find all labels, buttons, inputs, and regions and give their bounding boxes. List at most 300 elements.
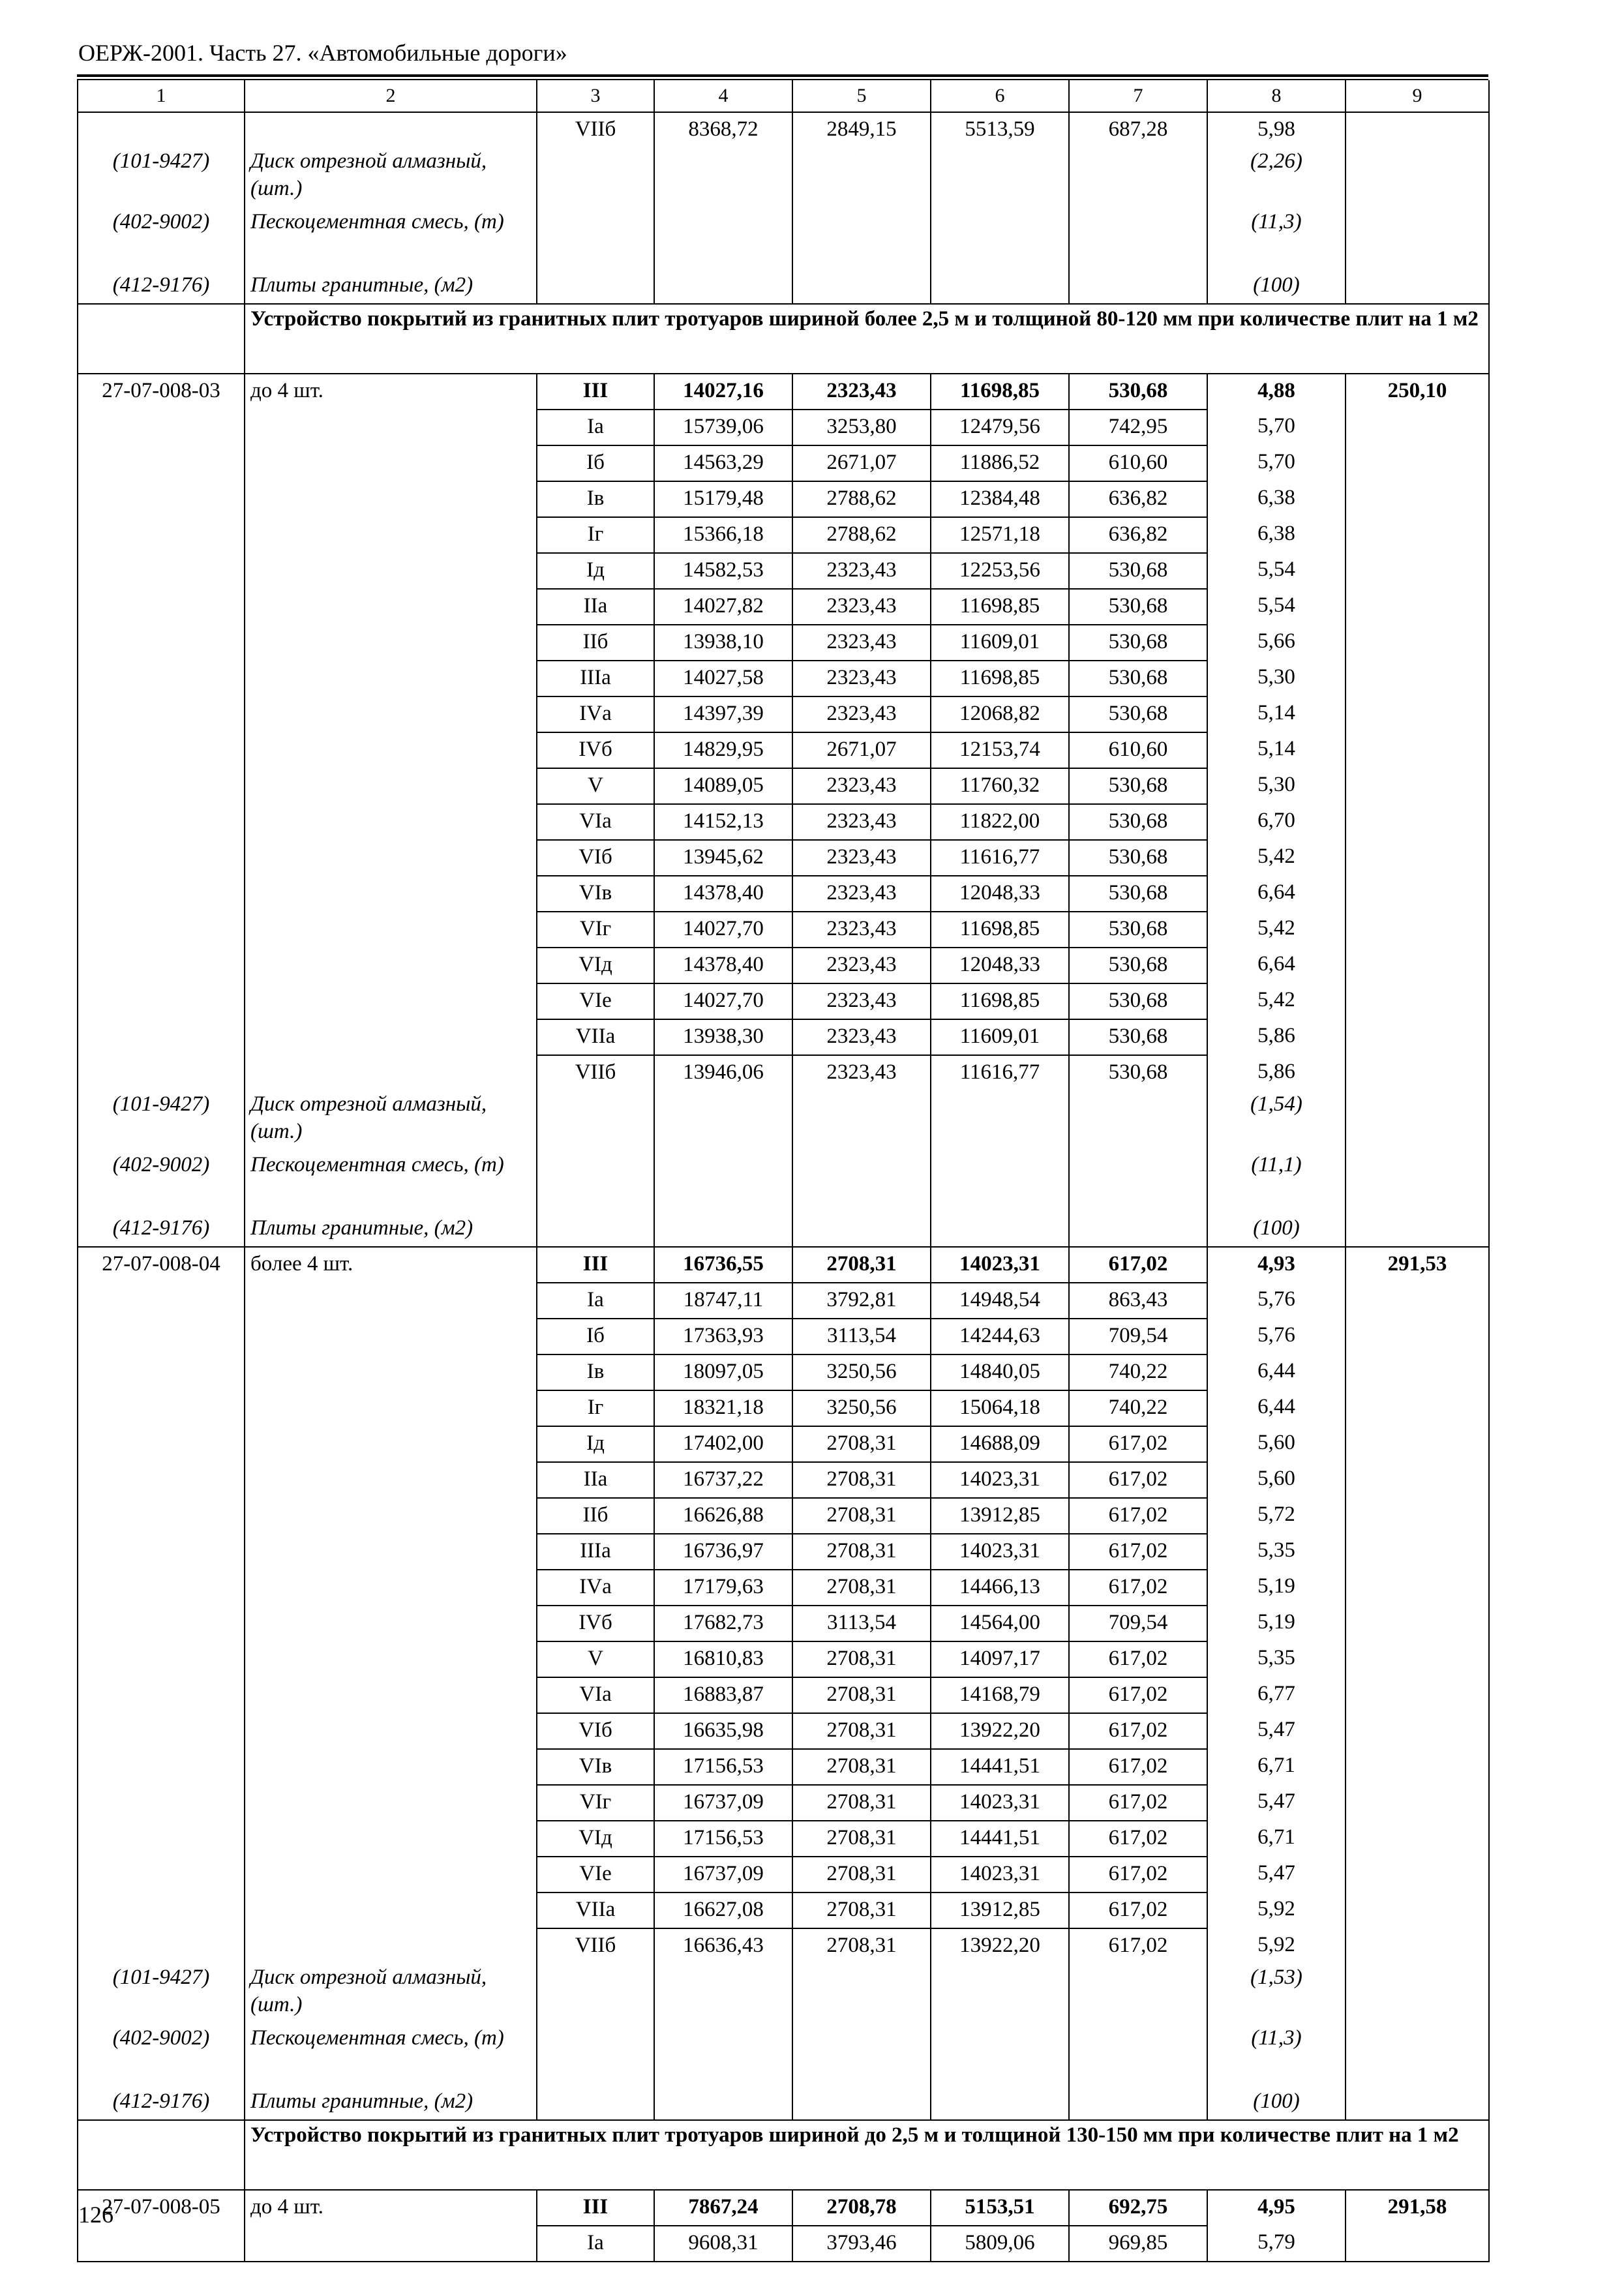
cell-c7: 709,54 — [1069, 1319, 1207, 1354]
cell-c9 — [1346, 1677, 1489, 1713]
cell-c5: 2708,31 — [792, 1462, 931, 1498]
cell-c9 — [1346, 1354, 1489, 1390]
cell-c4: 14829,95 — [654, 732, 792, 768]
cell-c4: 14563,29 — [654, 445, 792, 481]
cell-c9 — [1346, 876, 1489, 912]
cell-c6: 13922,20 — [931, 1713, 1069, 1749]
cell-c2 — [245, 876, 537, 912]
cell-c4: 16810,83 — [654, 1641, 792, 1677]
cell-c3: V — [537, 1641, 654, 1677]
region-row — [78, 589, 1489, 625]
cell-c1: 27-07-008-03 — [78, 374, 245, 410]
cell-c5: 3793,46 — [792, 2226, 931, 2262]
material-row — [78, 1151, 1489, 1212]
cell-c2: Диск отрезной алмазный, (шт.) — [245, 147, 537, 208]
region-row — [78, 912, 1489, 948]
cell-c9 — [1346, 2085, 1489, 2120]
region-row — [78, 1498, 1489, 1534]
cell-c5: 3253,80 — [792, 410, 931, 445]
cell-c3: VIг — [537, 1785, 654, 1821]
cell-c7: 617,02 — [1069, 1498, 1207, 1534]
cell-c7: 530,68 — [1069, 912, 1207, 948]
cell-c5 — [792, 269, 931, 304]
cell-c2 — [245, 445, 537, 481]
cell-c9 — [1346, 1498, 1489, 1534]
cell-c7: 530,68 — [1069, 553, 1207, 589]
cell-c5: 2323,43 — [792, 696, 931, 732]
cell-c3: Iд — [537, 1426, 654, 1462]
cell-c7 — [1069, 1151, 1207, 1212]
column-number: 8 — [1207, 80, 1346, 112]
material-row — [78, 1964, 1489, 2024]
cell-c9 — [1346, 1390, 1489, 1426]
cell-c4: 14397,39 — [654, 696, 792, 732]
cell-c1 — [78, 983, 245, 1019]
cell-c3: Iа — [537, 1283, 654, 1319]
cell-c7: 530,68 — [1069, 804, 1207, 840]
cell-c3: IIIа — [537, 1534, 654, 1570]
cell-c5: 2708,31 — [792, 1426, 931, 1462]
cell-c8: 5,98 — [1207, 112, 1346, 147]
cell-c8: 5,92 — [1207, 1893, 1346, 1928]
cell-c8: 6,64 — [1207, 948, 1346, 983]
cell-c5: 2708,31 — [792, 1893, 931, 1928]
cell-c1 — [78, 589, 245, 625]
cell-c8: 6,71 — [1207, 1749, 1346, 1785]
cell-c6 — [931, 269, 1069, 304]
cell-c7 — [1069, 1964, 1207, 2024]
cell-c5 — [792, 1090, 931, 1151]
cell-c5 — [792, 1964, 931, 2024]
cell-c3 — [537, 1151, 654, 1212]
region-row — [78, 625, 1489, 661]
cell-c6: 12384,48 — [931, 481, 1069, 517]
cell-c8: 5,70 — [1207, 410, 1346, 445]
cell-c5 — [792, 2085, 931, 2120]
cell-c4: 17402,00 — [654, 1426, 792, 1462]
cell-c3: Iв — [537, 1354, 654, 1390]
cell-c3: VIв — [537, 876, 654, 912]
cell-c4: 14089,05 — [654, 768, 792, 804]
material-row — [78, 2085, 1489, 2120]
material-row — [78, 269, 1489, 304]
cell-c9 — [1346, 1821, 1489, 1857]
cell-c4: 14027,70 — [654, 983, 792, 1019]
cell-c9 — [1346, 1534, 1489, 1570]
cell-c7 — [1069, 1090, 1207, 1151]
cell-c2 — [245, 2226, 537, 2262]
cell-c9 — [1346, 1964, 1489, 2024]
cell-c6: 12153,74 — [931, 732, 1069, 768]
cell-c9 — [1346, 2226, 1489, 2262]
cell-c2: до 4 шт. — [245, 374, 537, 410]
cell-c8: 5,42 — [1207, 983, 1346, 1019]
cell-c7: 969,85 — [1069, 2226, 1207, 2262]
cell-c9 — [1346, 1928, 1489, 1964]
cell-c8: (1,54) — [1207, 1090, 1346, 1151]
cell-c2 — [245, 1785, 537, 1821]
cell-c8: 6,70 — [1207, 804, 1346, 840]
cell-c3: IIIа — [537, 661, 654, 696]
cell-c4 — [654, 2024, 792, 2085]
cell-c7: 530,68 — [1069, 1019, 1207, 1055]
region-row — [78, 1893, 1489, 1928]
column-number: 5 — [792, 80, 931, 112]
cell-c3: VIб — [537, 840, 654, 876]
cell-c2 — [245, 553, 537, 589]
cell-c8: 6,38 — [1207, 481, 1346, 517]
cell-c4: 16883,87 — [654, 1677, 792, 1713]
cell-c1: (402-9002) — [78, 208, 245, 269]
material-row — [78, 2024, 1489, 2085]
cell-c7: 617,02 — [1069, 1534, 1207, 1570]
region-row — [78, 732, 1489, 768]
cell-c9 — [1346, 1090, 1489, 1151]
column-number: 2 — [245, 80, 537, 112]
cell-c4: 15179,48 — [654, 481, 792, 517]
cell-c2 — [245, 1498, 537, 1534]
cell-c9 — [1346, 696, 1489, 732]
cell-c3 — [537, 1090, 654, 1151]
cell-c1 — [78, 1785, 245, 1821]
cell-c5 — [792, 1212, 931, 1247]
cell-c9 — [1346, 1151, 1489, 1212]
cell-c9 — [1346, 661, 1489, 696]
cell-c3: Iд — [537, 553, 654, 589]
cell-c7: 617,02 — [1069, 1749, 1207, 1785]
cell-c1: 27-07-008-04 — [78, 1247, 245, 1283]
cell-c8: 6,77 — [1207, 1677, 1346, 1713]
cell-c2 — [245, 1534, 537, 1570]
cell-c8: 5,35 — [1207, 1534, 1346, 1570]
region-row — [78, 1055, 1489, 1090]
section-spacer — [78, 304, 245, 374]
cell-c5: 2708,31 — [792, 1785, 931, 1821]
cell-c4: 16737,09 — [654, 1785, 792, 1821]
cell-c8: 5,47 — [1207, 1857, 1346, 1893]
cell-c6: 13912,85 — [931, 1893, 1069, 1928]
region-row — [78, 1821, 1489, 1857]
cell-c9 — [1346, 445, 1489, 481]
cell-c7: 692,75 — [1069, 2190, 1207, 2226]
cell-c7: 617,02 — [1069, 1821, 1207, 1857]
column-number: 9 — [1346, 80, 1489, 112]
cell-c9 — [1346, 589, 1489, 625]
cell-c8: 5,35 — [1207, 1641, 1346, 1677]
rate-row — [78, 1247, 1489, 1283]
cell-c6: 11698,85 — [931, 374, 1069, 410]
cell-c9 — [1346, 1713, 1489, 1749]
cell-c9 — [1346, 840, 1489, 876]
cell-c6: 14948,54 — [931, 1283, 1069, 1319]
cell-c4: 8368,72 — [654, 112, 792, 147]
cell-c6: 13912,85 — [931, 1498, 1069, 1534]
cell-c7: 636,82 — [1069, 517, 1207, 553]
cell-c3: VIIа — [537, 1893, 654, 1928]
cell-c8: 5,76 — [1207, 1283, 1346, 1319]
region-row — [78, 1570, 1489, 1606]
cell-c7: 636,82 — [1069, 481, 1207, 517]
cell-c3: VIIб — [537, 112, 654, 147]
cell-c9 — [1346, 732, 1489, 768]
region-row — [78, 1641, 1489, 1677]
cell-c7: 617,02 — [1069, 1641, 1207, 1677]
cell-c5: 2708,31 — [792, 1677, 931, 1713]
cell-c4: 17682,73 — [654, 1606, 792, 1641]
cell-c3: III — [537, 374, 654, 410]
cell-c4: 15739,06 — [654, 410, 792, 445]
cell-c9 — [1346, 1055, 1489, 1090]
cell-c2 — [245, 1426, 537, 1462]
cell-c1 — [78, 912, 245, 948]
cell-c5: 2708,31 — [792, 1928, 931, 1964]
cell-c6 — [931, 147, 1069, 208]
cell-c9 — [1346, 1641, 1489, 1677]
region-row — [78, 517, 1489, 553]
cell-c3: V — [537, 768, 654, 804]
cell-c5: 2323,43 — [792, 625, 931, 661]
cell-c9 — [1346, 1462, 1489, 1498]
region-row — [78, 1785, 1489, 1821]
region-row — [78, 983, 1489, 1019]
cell-c5: 2323,43 — [792, 983, 931, 1019]
cell-c2: Плиты гранитные, (м2) — [245, 1212, 537, 1247]
cell-c6 — [931, 1090, 1069, 1151]
cell-c9 — [1346, 1426, 1489, 1462]
cell-c8: 5,54 — [1207, 589, 1346, 625]
cell-c5: 2708,78 — [792, 2190, 931, 2226]
cell-c1 — [78, 112, 245, 147]
cell-c9 — [1346, 1857, 1489, 1893]
region-row — [78, 876, 1489, 912]
cell-c3: IIб — [537, 1498, 654, 1534]
cell-c1 — [78, 1893, 245, 1928]
cell-c4: 14378,40 — [654, 876, 792, 912]
cell-c6 — [931, 1964, 1069, 2024]
cell-c7: 530,68 — [1069, 876, 1207, 912]
cell-c7 — [1069, 1212, 1207, 1247]
cell-c7: 530,68 — [1069, 625, 1207, 661]
cell-c1 — [78, 696, 245, 732]
cell-c8: 5,86 — [1207, 1055, 1346, 1090]
cell-c1 — [78, 876, 245, 912]
cell-c7: 610,60 — [1069, 732, 1207, 768]
section-title: Устройство покрытий из гранитных плит тротуаров шириной до 2,5 м и толщиной 130-150 мм при количестве плит на 1 м2 — [245, 2120, 1489, 2190]
cell-c4: 17156,53 — [654, 1821, 792, 1857]
section-title: Устройство покрытий из гранитных плит тротуаров шириной более 2,5 м и толщиной 80-120 мм при количестве плит на 1 м2 — [245, 304, 1489, 374]
cell-c6: 14023,31 — [931, 1785, 1069, 1821]
cell-c6: 11698,85 — [931, 589, 1069, 625]
cell-c6: 14023,31 — [931, 1534, 1069, 1570]
cell-c2 — [245, 481, 537, 517]
cell-c2 — [245, 1390, 537, 1426]
cell-c4: 16737,22 — [654, 1462, 792, 1498]
cell-c3 — [537, 2085, 654, 2120]
cell-c3: VIд — [537, 1821, 654, 1857]
cell-c5: 2323,43 — [792, 1055, 931, 1090]
cell-c6: 14023,31 — [931, 1247, 1069, 1283]
column-number: 4 — [654, 80, 792, 112]
cell-c5: 2708,31 — [792, 1498, 931, 1534]
cell-c7 — [1069, 269, 1207, 304]
region-row — [78, 1928, 1489, 1964]
region-row — [78, 768, 1489, 804]
cell-c9 — [1346, 410, 1489, 445]
cell-c8: (1,53) — [1207, 1964, 1346, 2024]
cell-c4: 16636,43 — [654, 1928, 792, 1964]
cell-c1 — [78, 517, 245, 553]
cell-c4 — [654, 269, 792, 304]
cell-c1 — [78, 1857, 245, 1893]
region-row — [78, 1319, 1489, 1354]
cell-c5: 2708,31 — [792, 1247, 931, 1283]
cell-c4: 14378,40 — [654, 948, 792, 983]
cell-c2 — [245, 1606, 537, 1641]
cell-c8: (100) — [1207, 1212, 1346, 1247]
cell-c8: 6,71 — [1207, 1821, 1346, 1857]
cell-c5 — [792, 1151, 931, 1212]
cell-c6: 14097,17 — [931, 1641, 1069, 1677]
cell-c4: 17179,63 — [654, 1570, 792, 1606]
cell-c1: (412-9176) — [78, 269, 245, 304]
cell-c8: 5,86 — [1207, 1019, 1346, 1055]
cell-c1: (412-9176) — [78, 2085, 245, 2120]
cell-c4: 14027,70 — [654, 912, 792, 948]
cell-c9 — [1346, 553, 1489, 589]
cell-c2 — [245, 1857, 537, 1893]
cell-c4: 13945,62 — [654, 840, 792, 876]
cell-c3: VIIб — [537, 1055, 654, 1090]
cell-c4: 17156,53 — [654, 1749, 792, 1785]
cell-c7: 530,68 — [1069, 948, 1207, 983]
cell-c5: 2323,43 — [792, 876, 931, 912]
cell-c4: 18321,18 — [654, 1390, 792, 1426]
cell-c3: VIб — [537, 1713, 654, 1749]
cell-c6: 11616,77 — [931, 1055, 1069, 1090]
cell-c5: 2323,43 — [792, 948, 931, 983]
cell-c4 — [654, 1212, 792, 1247]
cell-c5: 2323,43 — [792, 768, 931, 804]
cell-c2 — [245, 983, 537, 1019]
cell-c6: 11616,77 — [931, 840, 1069, 876]
cell-c4 — [654, 1151, 792, 1212]
cell-c7: 530,68 — [1069, 374, 1207, 410]
column-number: 6 — [931, 80, 1069, 112]
cell-c1 — [78, 553, 245, 589]
cell-c3: IIб — [537, 625, 654, 661]
cell-c3: VIе — [537, 1857, 654, 1893]
cell-c6: 5513,59 — [931, 112, 1069, 147]
cell-c7: 617,02 — [1069, 1785, 1207, 1821]
cell-c2 — [245, 768, 537, 804]
cell-c7: 530,68 — [1069, 768, 1207, 804]
cell-c8: 5,54 — [1207, 553, 1346, 589]
cell-c8: 5,47 — [1207, 1785, 1346, 1821]
cell-c8: (2,26) — [1207, 147, 1346, 208]
region-row — [78, 840, 1489, 876]
cell-c4: 14152,13 — [654, 804, 792, 840]
cell-c2 — [245, 661, 537, 696]
cell-c1: (402-9002) — [78, 2024, 245, 2085]
header-rule — [77, 74, 1488, 77]
cell-c5: 3250,56 — [792, 1390, 931, 1426]
cell-c9 — [1346, 208, 1489, 269]
material-row — [78, 208, 1489, 269]
cell-c2 — [245, 840, 537, 876]
cell-c2 — [245, 1055, 537, 1090]
cell-c3: IVб — [537, 1606, 654, 1641]
cell-c9 — [1346, 768, 1489, 804]
cell-c2 — [245, 804, 537, 840]
cell-c6: 11609,01 — [931, 1019, 1069, 1055]
cell-c5 — [792, 2024, 931, 2085]
cell-c1 — [78, 1019, 245, 1055]
column-number: 3 — [537, 80, 654, 112]
cell-c6: 11698,85 — [931, 661, 1069, 696]
cell-c2 — [245, 1893, 537, 1928]
cell-c6 — [931, 208, 1069, 269]
cell-c1 — [78, 1928, 245, 1964]
cell-c9 — [1346, 1893, 1489, 1928]
section-title-row — [78, 304, 1489, 374]
cell-c1 — [78, 661, 245, 696]
cell-c7: 687,28 — [1069, 112, 1207, 147]
cell-c7: 530,68 — [1069, 696, 1207, 732]
cell-c2 — [245, 1354, 537, 1390]
cell-c8: (11,3) — [1207, 208, 1346, 269]
cell-c7: 617,02 — [1069, 1462, 1207, 1498]
cell-c4 — [654, 2085, 792, 2120]
cell-c6: 12068,82 — [931, 696, 1069, 732]
cell-c3: VIа — [537, 804, 654, 840]
cell-c8: 5,47 — [1207, 1713, 1346, 1749]
cell-c3: Iг — [537, 517, 654, 553]
rate-row — [78, 2190, 1489, 2226]
cell-c6: 12479,56 — [931, 410, 1069, 445]
material-row — [78, 147, 1489, 208]
region-row — [78, 445, 1489, 481]
cell-c8: 5,60 — [1207, 1426, 1346, 1462]
cell-c1 — [78, 2226, 245, 2262]
cell-c5 — [792, 147, 931, 208]
cell-c9 — [1346, 1283, 1489, 1319]
cell-c7: 617,02 — [1069, 1928, 1207, 1964]
cell-c1: 27-07-008-05 — [78, 2190, 245, 2226]
cell-c3: VIв — [537, 1749, 654, 1785]
cell-c1: (101-9427) — [78, 1090, 245, 1151]
cell-c8: 5,19 — [1207, 1606, 1346, 1641]
cell-c1 — [78, 1462, 245, 1498]
cell-c8: 4,88 — [1207, 374, 1346, 410]
cell-c9 — [1346, 804, 1489, 840]
cell-c3 — [537, 208, 654, 269]
cell-c7: 617,02 — [1069, 1247, 1207, 1283]
cell-c4: 16635,98 — [654, 1713, 792, 1749]
cell-c5: 3113,54 — [792, 1606, 931, 1641]
cell-c3: VIе — [537, 983, 654, 1019]
cell-c2 — [245, 517, 537, 553]
cell-c9 — [1346, 1570, 1489, 1606]
column-number: 7 — [1069, 80, 1207, 112]
cell-c1 — [78, 768, 245, 804]
region-row — [78, 661, 1489, 696]
cell-c4 — [654, 147, 792, 208]
cell-c8: (100) — [1207, 2085, 1346, 2120]
column-number: 1 — [78, 80, 245, 112]
cell-c5 — [792, 208, 931, 269]
cell-c4: 18747,11 — [654, 1283, 792, 1319]
cell-c8: (11,1) — [1207, 1151, 1346, 1212]
